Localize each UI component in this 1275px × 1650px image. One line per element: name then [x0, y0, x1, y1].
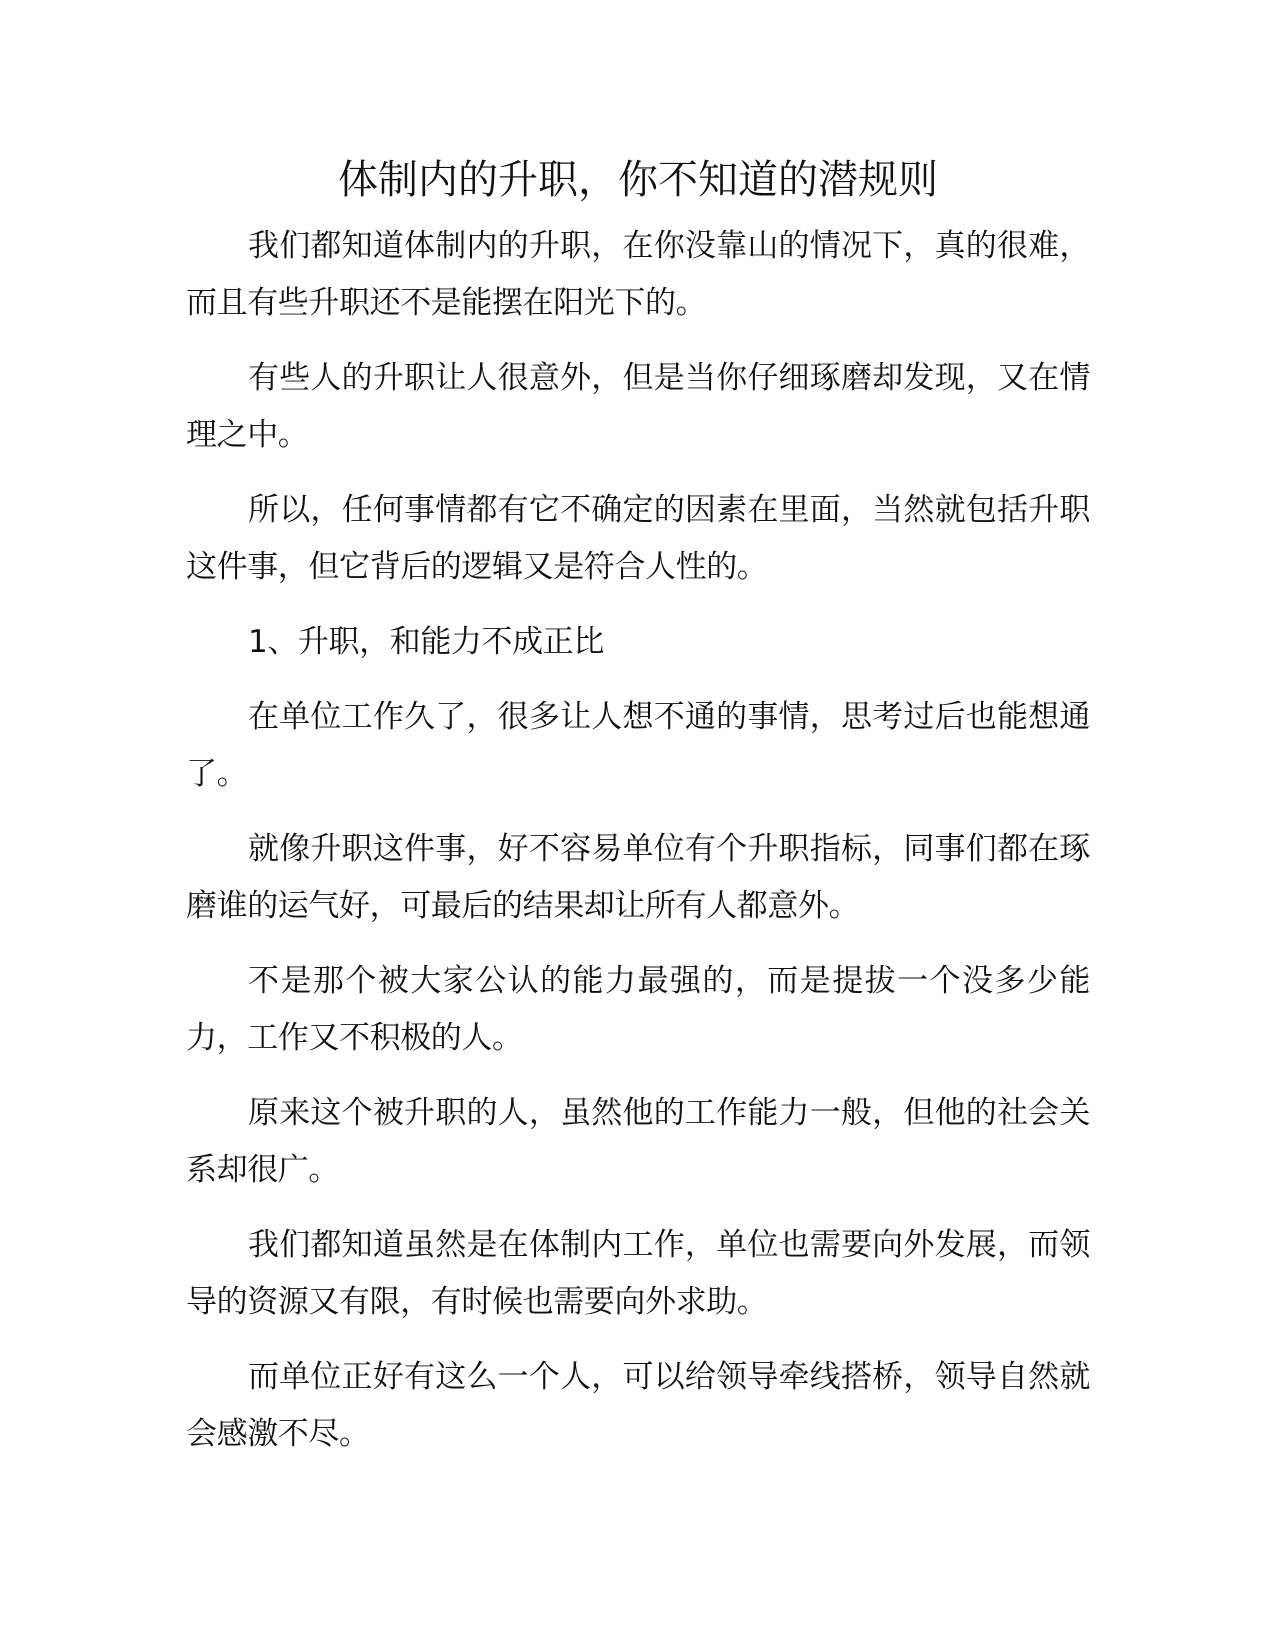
paragraph: 原来这个被升职的人，虽然他的工作能力一般，但他的社会关系却很广。	[186, 1095, 1090, 1188]
paragraph: 我们都知道虽然是在体制内工作，单位也需要向外发展，而领导的资源又有限，有时候也需要向外求助。	[186, 1227, 1090, 1320]
document-title: 体制内的升职，你不知道的潜规则	[338, 157, 938, 203]
paragraph: 我们都知道体制内的升职，在你没靠山的情况下，真的很难，而且有些升职还不是能摆在阳光下的。	[186, 228, 1090, 321]
document-body	[186, 150, 1090, 1463]
paragraph: 而单位正好有这么一个人，可以给领导牵线搭桥，领导自然就会感激不尽。	[186, 1359, 1090, 1452]
paragraph: 就像升职这件事，好不容易单位有个升职指标，同事们都在琢磨谁的运气好，可最后的结果却让所有人都意外。	[186, 831, 1090, 924]
paragraph: 有些人的升职让人很意外，但是当你仔细琢磨却发现，又在情理之中。	[186, 360, 1090, 453]
section-heading: 1、升职，和能力不成正比	[248, 624, 604, 660]
paragraph: 不是那个被大家公认的能力最强的，而是提拔一个没多少能力，工作又不积极的人。	[186, 963, 1090, 1056]
paragraph: 在单位工作久了，很多让人想不通的事情，思考过后也能想通了。	[186, 699, 1090, 792]
paragraph: 所以，任何事情都有它不确定的因素在里面，当然就包括升职这件事，但它背后的逻辑又是符合人性的。	[186, 492, 1090, 585]
